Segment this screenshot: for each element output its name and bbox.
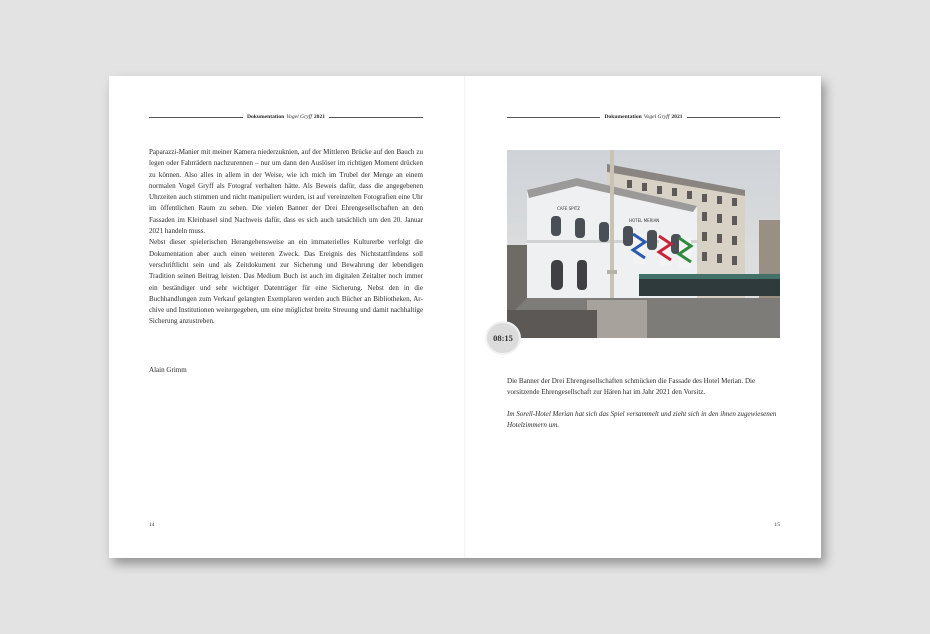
header-title: [247, 114, 325, 120]
header-label: Dokumentation: [604, 114, 642, 120]
header-rule-right: [329, 117, 423, 118]
header-italic: Vogel Gryff: [286, 114, 312, 120]
paragraph-2: Nebst dieser spielerischen Herangehensweise an ein immaterielles Kulturerbe verfolgt die Dokumentation aber auch einen weiteren Zweck. Das Ereignis des Nichtstattfindens soll verschriftlicht sein und als Zeitdokument zur Sicherung und Bewahrung der lebendigen Tradition seinen Beitrag leisten. Das Medium Buch ist auch im digitalen Zeitalter noch immer ein beständiger und sehr wichtiger Datenträger für eine Sicherung. Nebst den in die Buchhandlungen zum Verkauf gelangten Exemplaren werden auch Bücher an Bibliotheken, Archive und Institutionen weitergegeben, um eine möglichst breite Streuung und damit nachhaltige Sicherung anzustreben.: [149, 238, 423, 326]
author-signature: Alain Grimm: [149, 366, 187, 374]
hotel-sign: HOTEL MERIAN: [629, 218, 660, 223]
right-page: [465, 76, 821, 558]
caption-note: Im Sorell-Hotel Merian hat sich das Spiel versammelt und zieht sich in den ihnen zugewiesenen Hotelzimmern um.: [507, 409, 777, 429]
running-header: [149, 112, 423, 122]
header-year: 2021: [671, 114, 683, 120]
time-badge: 08:15: [487, 323, 519, 353]
running-header: [507, 112, 780, 122]
page-number: 15: [774, 522, 780, 528]
page-number: 14: [149, 522, 155, 528]
photo-caption: [507, 376, 780, 431]
book-spread: [109, 76, 821, 558]
cafe-sign: CAFE SPITZ: [557, 206, 580, 211]
header-italic: Vogel Gryff: [643, 114, 670, 120]
header-label: Dokumentation: [246, 114, 285, 120]
hotel-photo: [507, 150, 780, 338]
header-rule-right: [687, 117, 780, 118]
header-rule-left: [149, 117, 243, 118]
header-rule-left: [507, 117, 600, 118]
header-title: [604, 114, 682, 120]
body-text: [149, 147, 423, 328]
hotel-merian-illustration: [507, 150, 780, 338]
left-page: [109, 76, 465, 558]
paragraph-1: Paparazzi-Manier mit meiner Kamera niederzuknien, auf der Mittleren Brücke auf den Bauch zu legen oder Fahrrädern nachzurennen – nur um dann den Auslöser im richtigen Moment drücken zu können. Also alles in allem in der Weise, wie ich mich im Trubel der Menge an einem normalen Vogel Gryff als Fotograf verhalten hätte. Als Beweis dafür, dass die angegebenen Uhrzeiten auch stimmen und nicht manipuliert wurden, ist auf vereinzelten Fotografien eine Uhr im öffentlichen Raum zu sehen. Die vielen Banner der Drei Ehrengesellschaften an den Fassaden im Kleinbasel sind Nachweis dafür, dass es sich auch tatsächlich um den 20. Januar 2021 handeln muss.: [149, 148, 423, 236]
header-year: 2021: [313, 114, 326, 120]
caption-text: Die Banner der Drei Ehrengesellschaften schmücken die Fassade des Hotel Merian. Die vorsitzende Ehrengesellschaft zur Hären hat im Jahr 2021 den Vorsitz.: [507, 377, 756, 397]
